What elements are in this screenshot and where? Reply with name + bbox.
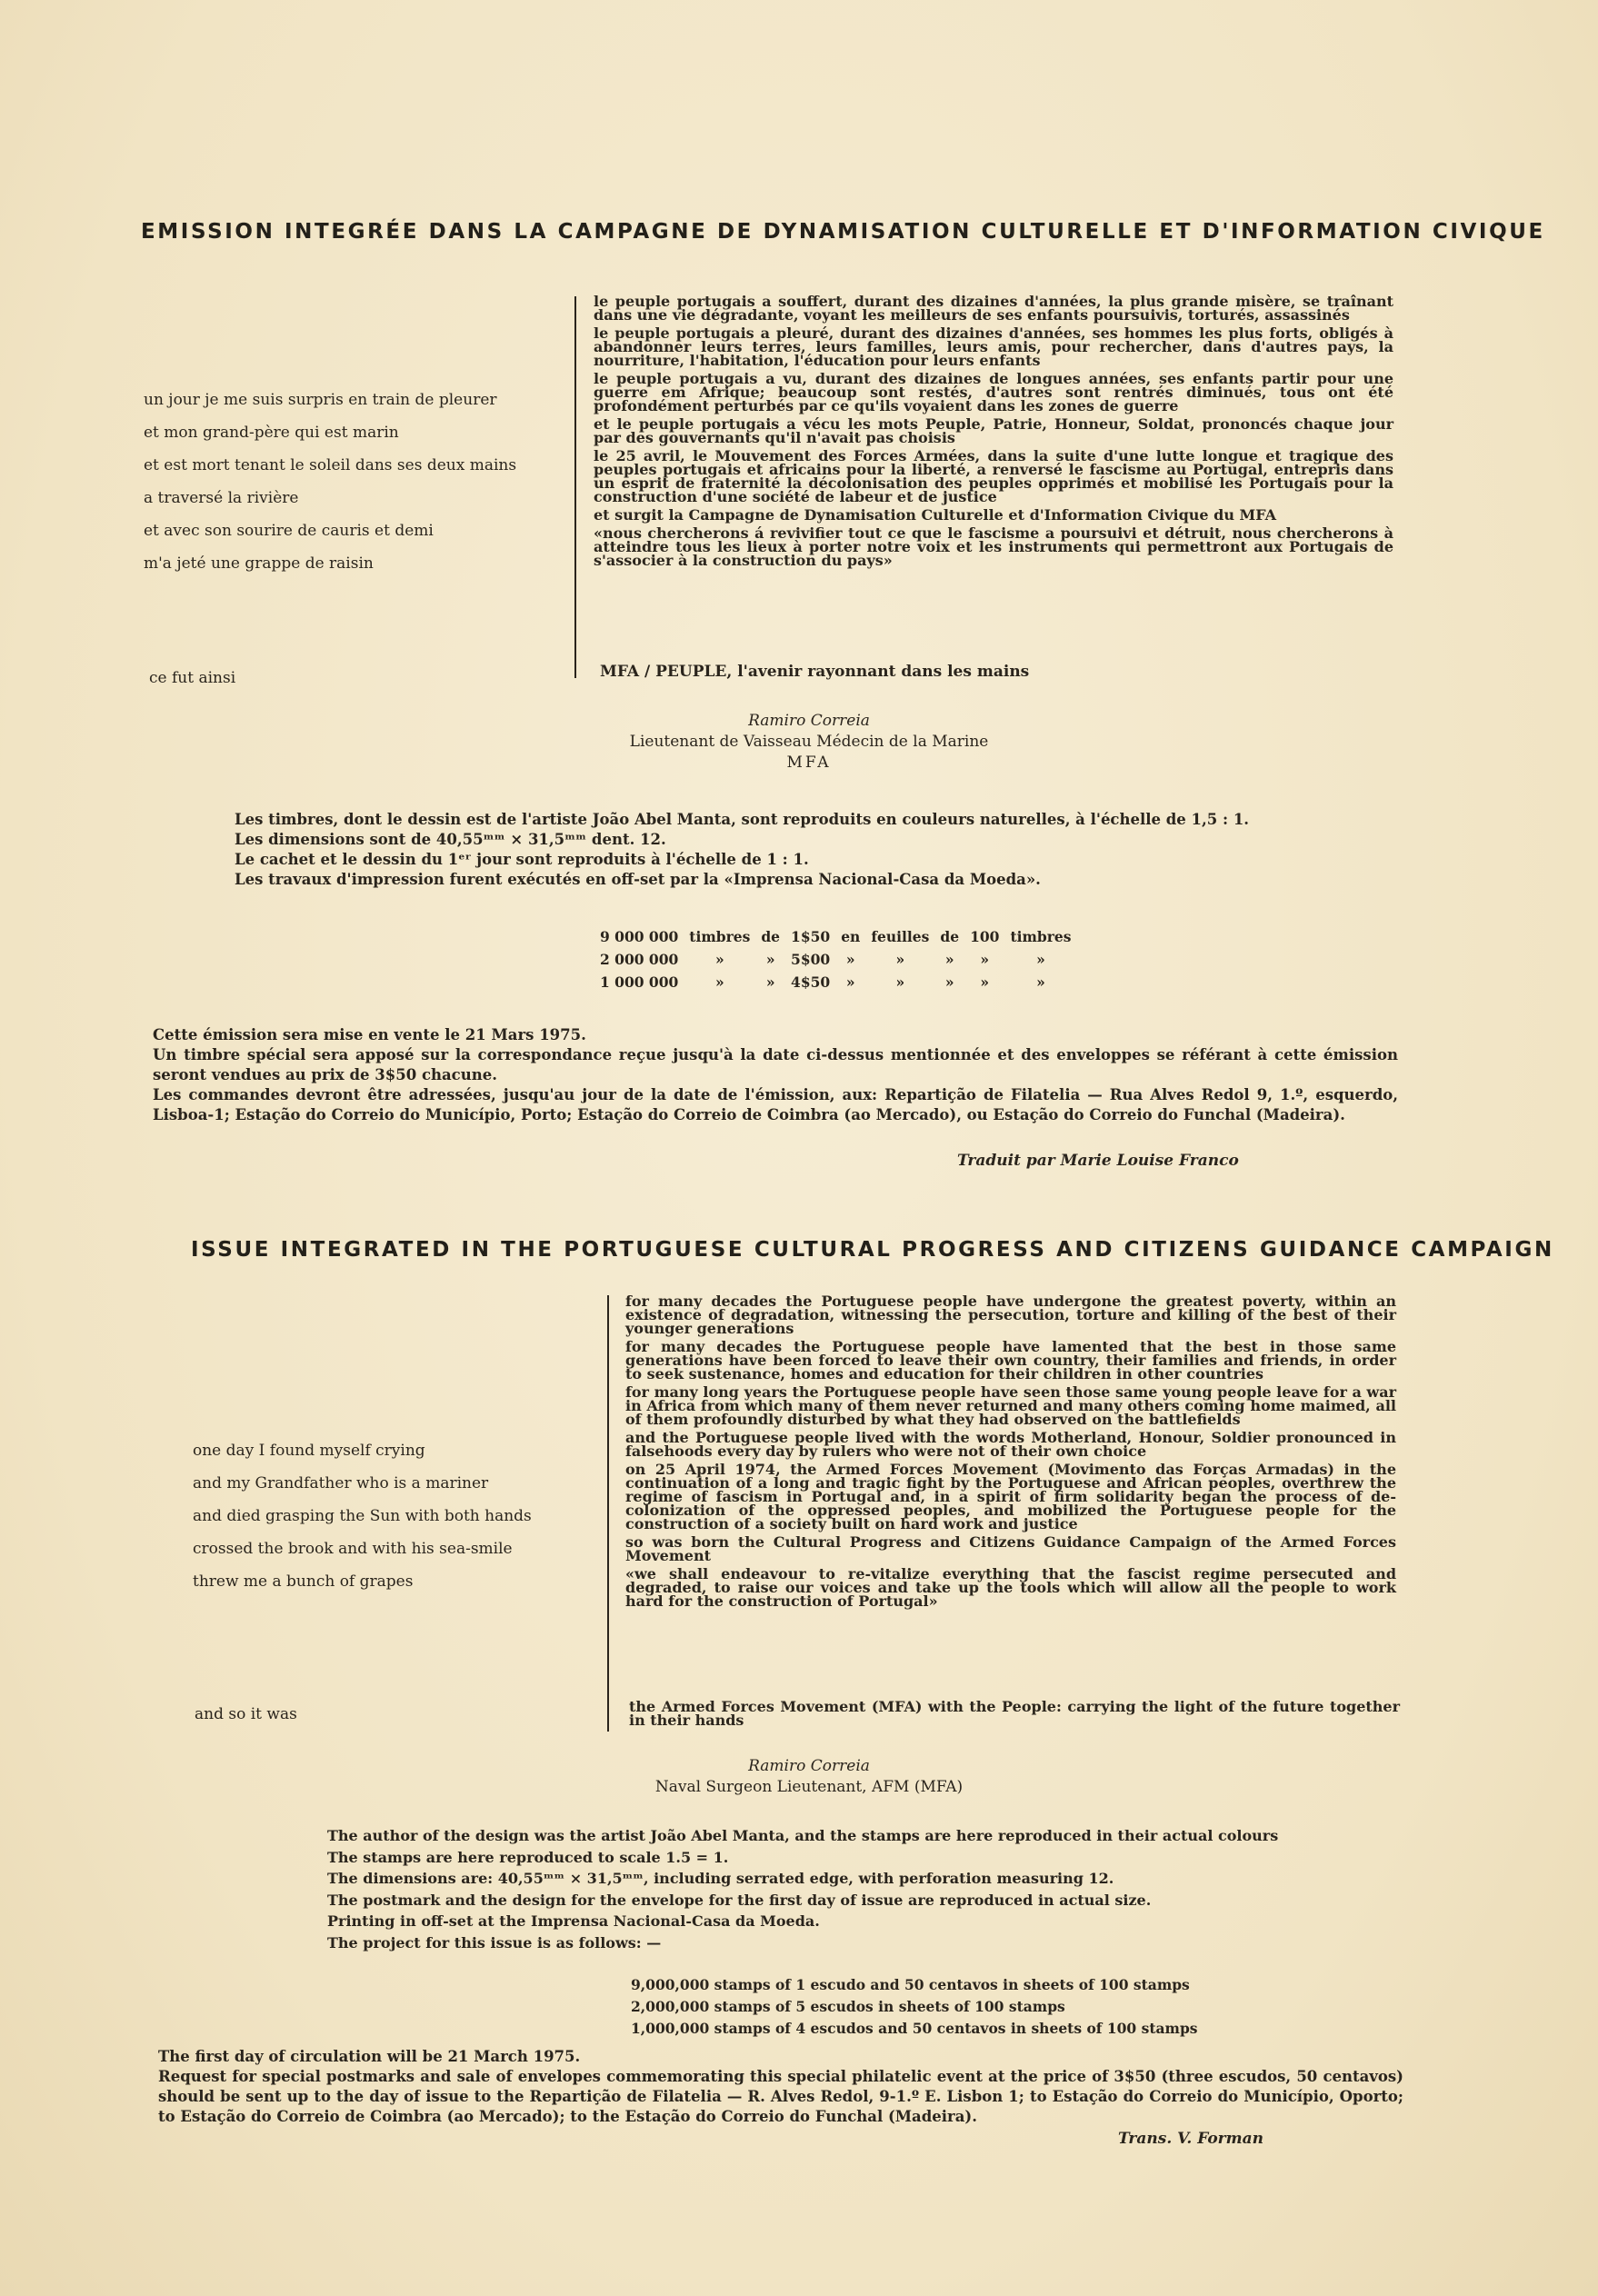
- table-cell: »: [944, 951, 954, 968]
- french-column-divider: [574, 296, 576, 678]
- info-line: Le cachet et le dessin du 1ᵉʳ jour sont reproduits à l'échelle de 1 : 1.: [235, 851, 809, 868]
- prose-paragraph: le peuple portugais a pleuré, durant des dizaines d'années, ses hommes les plus forts, obligés à abandonner leurs terres, leurs familles, leurs amis, pour rechercher, dans d'autres pays, la nourriture, l'habitation, l'éducation pour leurs enfants: [594, 324, 1393, 369]
- prose-paragraph: et surgit la Campagne de Dynamisation Culturelle et d'Information Civique du MFA: [594, 506, 1277, 524]
- prose-paragraph: the Armed Forces Movement (MFA) with the People: carrying the light of the future together in their hands: [629, 1698, 1400, 1729]
- table-cell: »: [1036, 973, 1045, 991]
- table-cell: »: [980, 973, 990, 991]
- table-cell: 1 000 000: [600, 973, 679, 991]
- print-run-line: 9,000,000 stamps of 1 escudo and 50 centavos in sheets of 100 stamps: [631, 1976, 1190, 1993]
- poem-line: m'a jeté une grappe de raisin: [144, 554, 374, 573]
- poem-line: crossed the brook and with his sea-smile: [193, 1540, 513, 1558]
- info-line: Les travaux d'impression furent exécutés en off-set par la «Imprensa Nacional-Casa da Moeda».: [235, 871, 1041, 888]
- english-closing-paragraph: [158, 2047, 1403, 2127]
- english-title: ISSUE INTEGRATED IN THE PORTUGUESE CULTURAL PROGRESS AND CITIZENS GUIDANCE CAMPAIGN: [191, 1238, 1554, 1262]
- info-line: Les timbres, dont le dessin est de l'artiste João Abel Manta, sont reproduits en couleurs naturelles, à l'échelle de 1,5 : 1.: [235, 811, 1250, 828]
- french-poem-end: ce fut ainsi: [149, 669, 236, 687]
- table-cell: 4$50: [791, 973, 831, 991]
- prose-paragraph: le peuple portugais a vu, durant des dizaines de longues années, ses enfants partir pour une guerre em Afrique; beaucoup sont restés, d'autres sont rentrés diminués, tous ont été profondément perturbés par ce qu'ils voyaient dans les zones de guerre: [594, 370, 1393, 414]
- prose-paragraph: for many decades the Portuguese people have undergone the greatest poverty, within an existence of degradation, witnessing the persecution, torture and killing of the best of their younger generations: [625, 1293, 1396, 1337]
- poem-line: and my Grandfather who is a mariner: [193, 1474, 489, 1492]
- info-line: The dimensions are: 40,55ᵐᵐ × 31,5ᵐᵐ, including serrated edge, with perforation measuring 12.: [327, 1870, 1114, 1887]
- french-closing-line: MFA / PEUPLE, l'avenir rayonnant dans les mains: [600, 663, 1030, 681]
- info-line: The project for this issue is as follows: —: [327, 1933, 662, 1952]
- table-cell: »: [1036, 951, 1045, 968]
- table-cell: 2 000 000: [600, 951, 679, 968]
- french-poem: [144, 384, 516, 580]
- french-signature: [545, 711, 1073, 774]
- table-cell: 5$00: [791, 951, 831, 968]
- table-cell: »: [895, 973, 905, 991]
- table-cell: 100: [970, 928, 1000, 945]
- prose-paragraph: so was born the Cultural Progress and Citizens Guidance Campaign of the Armed Forces Movement: [625, 1533, 1396, 1564]
- english-translator-credit: Trans. V. Forman: [1118, 2130, 1264, 2148]
- table-cell: en: [841, 928, 861, 945]
- table-cell: timbres: [689, 928, 751, 945]
- poem-line: a traversé la rivière: [144, 489, 299, 507]
- prose-paragraph: le 25 avril, le Mouvement des Forces Armées, dans la suite d'une lutte longue et tragique des peuples portugais et africains pour la liberté, a renversé le fascisme au Portugal, entrepris dans un esprit de fraternité la décolonisation des peuples opprimés et mobilisé les Portugais pour la construction d'une société de labeur et de justice: [594, 447, 1393, 505]
- prose-paragraph: on 25 April 1974, the Armed Forces Movement (Movimento das Forças Armadas) in the continuation of a long and tragic fight by the Portuguese and African peoples, overthrew the regime of fascism in Portugal and, in a spirit of firm solidarity began the process of de-colonization of the oppressed peoples, and mobilized the Portuguese people for the construction of a society built on hard work and justice: [625, 1461, 1396, 1532]
- closing-line: Un timbre spécial sera apposé sur la correspondance reçue jusqu'à la date ci-dessus mentionnée et des enveloppes se référant à cette émission seront vendues au prix de 3$50 chacune.: [153, 1046, 1398, 1083]
- french-print-run-table: [600, 925, 1083, 993]
- table-cell: »: [714, 951, 724, 968]
- english-stamp-info: [327, 1825, 1278, 1953]
- print-run-line: 1,000,000 stamps of 4 escudos and 50 centavos in sheets of 100 stamps: [631, 2020, 1198, 2037]
- table-cell: 1$50: [791, 928, 831, 945]
- poem-line: and died grasping the Sun with both hands: [193, 1507, 532, 1525]
- table-row: [600, 971, 1083, 993]
- prose-paragraph: le peuple portugais a souffert, durant des dizaines d'années, la plus grande misère, se traînant dans une vie dégradante, voyant les meilleurs de ses enfants poursuivis, torturés, assassinés: [594, 293, 1393, 324]
- table-cell: »: [980, 951, 990, 968]
- table-cell: 9 000 000: [600, 928, 679, 945]
- closing-line: Cette émission sera mise en vente le 21 Mars 1975.: [153, 1026, 586, 1043]
- closing-line: Les commandes devront être adressées, jusqu'au jour de la date de l'émission, aux: Repartição de Filatelia — Rua Alves Redol 9, 1.º, esquerdo, Lisboa-1; Estação do Correio do Município, Porto; Estação do Correio de Coimbra (ao Mercado), ou Estação do Correio do Funchal (Madeira).: [153, 1086, 1398, 1123]
- poem-line: et est mort tenant le soleil dans ses deux mains: [144, 456, 517, 474]
- prose-paragraph: for many decades the Portuguese people have lamented that the best in those same generations have been forced to leave their own country, their families and friends, in order to seek sustenance, homes and education for their children in other countries: [625, 1338, 1396, 1383]
- print-run-line: 2,000,000 stamps of 5 escudos in sheets of 100 stamps: [631, 1998, 1065, 2015]
- info-line: Printing in off-set at the Imprensa Nacional-Casa da Moeda.: [327, 1912, 820, 1930]
- signature-rank: Naval Surgeon Lieutenant, AFM (MFA): [654, 1778, 964, 1796]
- prose-paragraph: for many long years the Portuguese people have seen those same young people leave for a war in Africa from which many of them never returned and many others coming home maimed, all of them profoundly disturbed by what they had observed on the battlefields: [625, 1383, 1396, 1428]
- table-cell: »: [895, 951, 905, 968]
- french-prose: [594, 294, 1393, 572]
- table-cell: »: [765, 973, 775, 991]
- table-cell: »: [714, 973, 724, 991]
- signature-name: Ramiro Correia: [748, 1757, 870, 1775]
- poem-line: threw me a bunch of grapes: [193, 1572, 414, 1591]
- english-poem-end: and so it was: [195, 1705, 297, 1723]
- english-closing-line: [629, 1700, 1400, 1732]
- poem-line: un jour je me suis surpris en train de pleurer: [144, 391, 497, 409]
- closing-line: The first day of circulation will be 21 March 1975.: [158, 2048, 581, 2065]
- english-signature: [545, 1756, 1073, 1798]
- prose-paragraph: «nous chercherons á revivifier tout ce que le fascisme a poursuivi et détruit, nous chercherons à atteindre tous les lieux à porter notre voix et les instruments qui permettront aux Portugais de s'associer à la construction du pays»: [594, 524, 1393, 569]
- signature-org: MFA: [786, 754, 832, 772]
- french-closing-paragraph: [153, 1025, 1398, 1125]
- prose-paragraph: and the Portuguese people lived with the words Motherland, Honour, Soldier pronounced in falsehoods every day by rulers who were not of their own choice: [625, 1429, 1396, 1460]
- table-row: [600, 925, 1083, 948]
- table-cell: »: [845, 951, 855, 968]
- table-cell: timbres: [1010, 928, 1072, 945]
- table-row: [600, 948, 1083, 971]
- french-stamp-info: [235, 810, 1249, 890]
- english-print-run: [631, 1974, 1198, 2040]
- info-line: The stamps are here reproduced to scale 1.5 = 1.: [327, 1848, 729, 1866]
- table-cell: »: [765, 951, 775, 968]
- table-cell: »: [944, 973, 954, 991]
- info-line: The postmark and the design for the envelope for the first day of issue are reproduced in actual size.: [327, 1891, 1152, 1909]
- english-column-divider: [607, 1295, 609, 1732]
- info-line: The author of the design was the artist João Abel Manta, and the stamps are here reproduced in their actual colours: [327, 1827, 1279, 1844]
- table-cell: »: [845, 973, 855, 991]
- prose-paragraph: et le peuple portugais a vécu les mots Peuple, Patrie, Honneur, Soldat, prononcés chaque jour par des gouvernants qu'il n'avait pas choisis: [594, 415, 1393, 446]
- signature-rank: Lieutenant de Vaisseau Médecin de la Marine: [629, 733, 989, 751]
- table-cell: feuilles: [871, 928, 930, 945]
- english-prose: [625, 1294, 1396, 1612]
- table-cell: de: [940, 928, 960, 945]
- signature-name: Ramiro Correia: [748, 712, 870, 730]
- poem-line: one day I found myself crying: [193, 1442, 425, 1460]
- english-poem: [193, 1434, 532, 1598]
- french-title: EMISSION INTEGRÉE DANS LA CAMPAGNE DE DYNAMISATION CULTURELLE ET D'INFORMATION CIVIQUE: [141, 220, 1545, 244]
- french-translator-credit: Traduit par Marie Louise Franco: [957, 1152, 1239, 1170]
- poem-line: et avec son sourire de cauris et demi: [144, 522, 434, 540]
- info-line: Les dimensions sont de 40,55ᵐᵐ × 31,5ᵐᵐ dent. 12.: [235, 831, 666, 848]
- closing-line: Request for special postmarks and sale of envelopes commemorating this special philatelic event at the price of 3$50 (three escudos, 50 centavos) should be sent up to the day of issue to the Repartição de Filatelia — R. Alves Redol, 9-1.º E. Lisbon 1; to Estação do Correio do Município, Oporto; to Estação do Correio de Coimbra (ao Mercado); to the Estação do Correio do Funchal (Madeira).: [158, 2068, 1403, 2125]
- poem-line: et mon grand-père qui est marin: [144, 424, 399, 442]
- prose-paragraph: «we shall endeavour to re-vitalize everything that the fascist regime persecuted and degraded, to raise our voices and take up the tools which will allow all the people to work hard for the construction of Portugal»: [625, 1565, 1396, 1610]
- table-cell: de: [761, 928, 781, 945]
